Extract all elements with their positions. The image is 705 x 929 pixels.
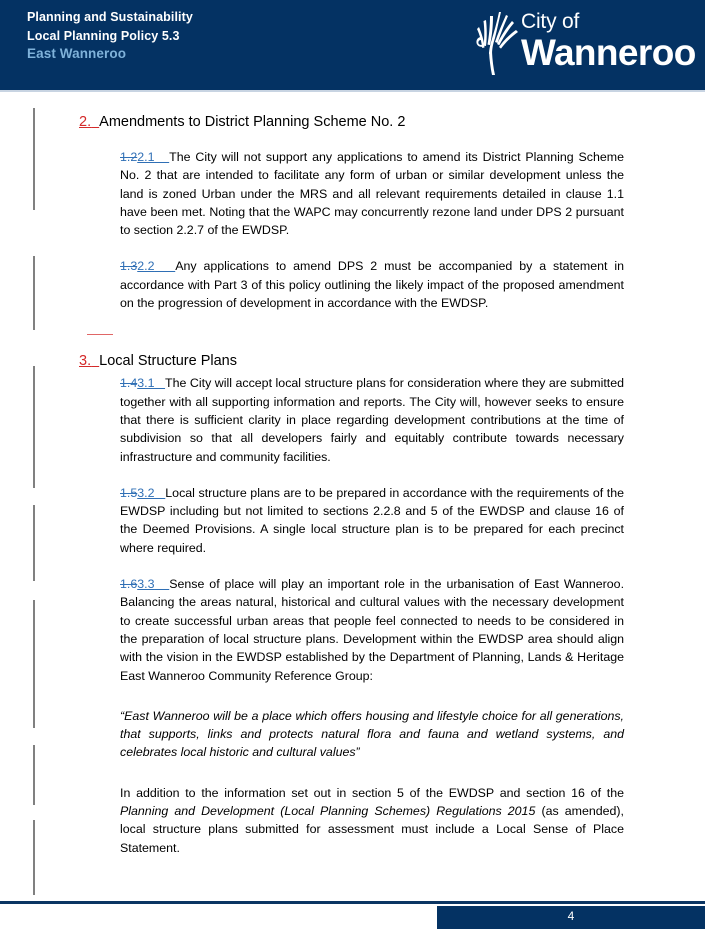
vision-quote: “East Wanneroo will be a place which offers housing and lifestyle choice for all generations, that supports, links and protects natural flora and fauna and wetland systems, and celebrates local historic and cultural values”	[120, 708, 624, 760]
clause-2-1-new-number: 2.1	[137, 150, 155, 164]
section-3-title: Local Structure Plans	[99, 353, 237, 370]
page-footer	[437, 906, 705, 929]
change-bar	[33, 366, 35, 488]
clause-2-2-new-number: 2.2	[137, 259, 155, 274]
logo-city-of-text: City of	[521, 10, 580, 33]
page-header	[0, 0, 705, 90]
clause-3-2-new-number: 3.2	[137, 485, 155, 500]
header-title-block	[27, 8, 193, 64]
clause-3-1-new-number: 3.1	[137, 376, 155, 391]
clause-3-2-text: Local structure plans are to be prepared in accordance with the requirements of the EWDSP including but not limited to sections 2.2.8 and 5 of the EWDSP and clause 16 of the Deemed Provisions. A single local structure plan is to be prepared for each precinct where required.	[120, 485, 625, 555]
clause-3-2-old-number: 1.5	[120, 485, 138, 500]
closing-paragraph-part1: In addition to the information set out in section 5 of the EWDSP and section 16 of the	[120, 785, 624, 800]
change-bar	[33, 745, 35, 805]
closing-paragraph-part2: (as amended), local structure plans submitted for assessment must include a Local Sense of Place Statement.	[120, 804, 624, 855]
clause-2-1-text: The City will not support any applications to amend its District Planning Scheme No. 2 that are intended to facilitate any form of urban or similar development unless the land is zoned Urban under the MRS and all relevant requirements detailed in clause 1.1 have been met. Noting that the WAPC may concurrently rezone land under DPS 2 pursuant to section 2.2.7 of the EWDSP.	[120, 150, 624, 238]
clause-3-1-text: The City will accept local structure plans for consideration where they are submitted together with all supporting information and reports. The City will, however seeks to ensure that there is sufficient clarity in place regarding development contributions at the time of subdivision so that all developers fairly and equitably contribute towards necessary infrastructure and community facilities.	[120, 376, 624, 464]
section-heading-2	[79, 112, 624, 132]
change-bar	[33, 256, 35, 330]
footer-divider	[0, 901, 705, 904]
change-bar	[33, 505, 35, 581]
clause-3-3-new-number: 3.3	[137, 577, 155, 592]
logo-wanneroo-text: Wanneroo	[521, 32, 696, 73]
regulations-title: Planning and Development (Local Planning Schemes) Regulations 2015	[120, 804, 536, 819]
clause-2-2	[79, 257, 624, 312]
change-bar	[33, 600, 35, 728]
clause-3-2	[79, 484, 624, 557]
deleted-line-rule	[87, 334, 113, 335]
section-2-number: 2.	[79, 114, 92, 130]
clause-2-2-old-number: 1.3	[120, 259, 138, 274]
logo-wordmark	[521, 10, 696, 72]
clause-3-3-text: Sense of place will play an important role in the urbanisation of East Wanneroo. Balancing the areas natural, historical and cultural values with the necessary development to create successful urban areas that people feel connected to needs to be considered in the preparation of local structure plans. Development within the EWDSP area should align with the vision in the EWDSP established by the Department of Planning, Lands & Heritage East Wanneroo Community Reference Group:	[120, 577, 625, 683]
change-bar	[33, 820, 35, 895]
deleted-line-marker	[87, 334, 624, 335]
closing-paragraph	[79, 784, 624, 857]
clause-3-3-old-number: 1.6	[120, 577, 138, 592]
clause-3-3	[79, 575, 624, 685]
section-heading-3	[79, 351, 624, 371]
grasstree-logo-mark-icon	[469, 10, 521, 76]
clause-2-2-text: Any applications to amend DPS 2 must be accompanied by a statement in accordance with Part 3 of this policy outlining the likely impact of the proposed amendment on the progression of development in accordance with the EWDSP.	[120, 259, 624, 311]
document-body	[79, 90, 624, 857]
page-number: 4	[567, 909, 575, 923]
city-of-wanneroo-logo	[465, 8, 695, 80]
clause-3-1-old-number: 1.4	[120, 376, 138, 391]
clause-2-1	[79, 148, 624, 239]
change-bar	[33, 108, 35, 210]
clause-2-1-old-number: 1.2	[120, 150, 138, 164]
header-subtitle: East Wanneroo	[27, 46, 127, 61]
section-2-title: Amendments to District Planning Scheme No. 2	[99, 114, 406, 130]
clause-3-1	[79, 374, 624, 465]
section-3-number: 3.	[79, 353, 92, 370]
header-department: Planning and Sustainability	[27, 10, 193, 24]
header-policy: Local Planning Policy 5.3	[27, 28, 180, 43]
